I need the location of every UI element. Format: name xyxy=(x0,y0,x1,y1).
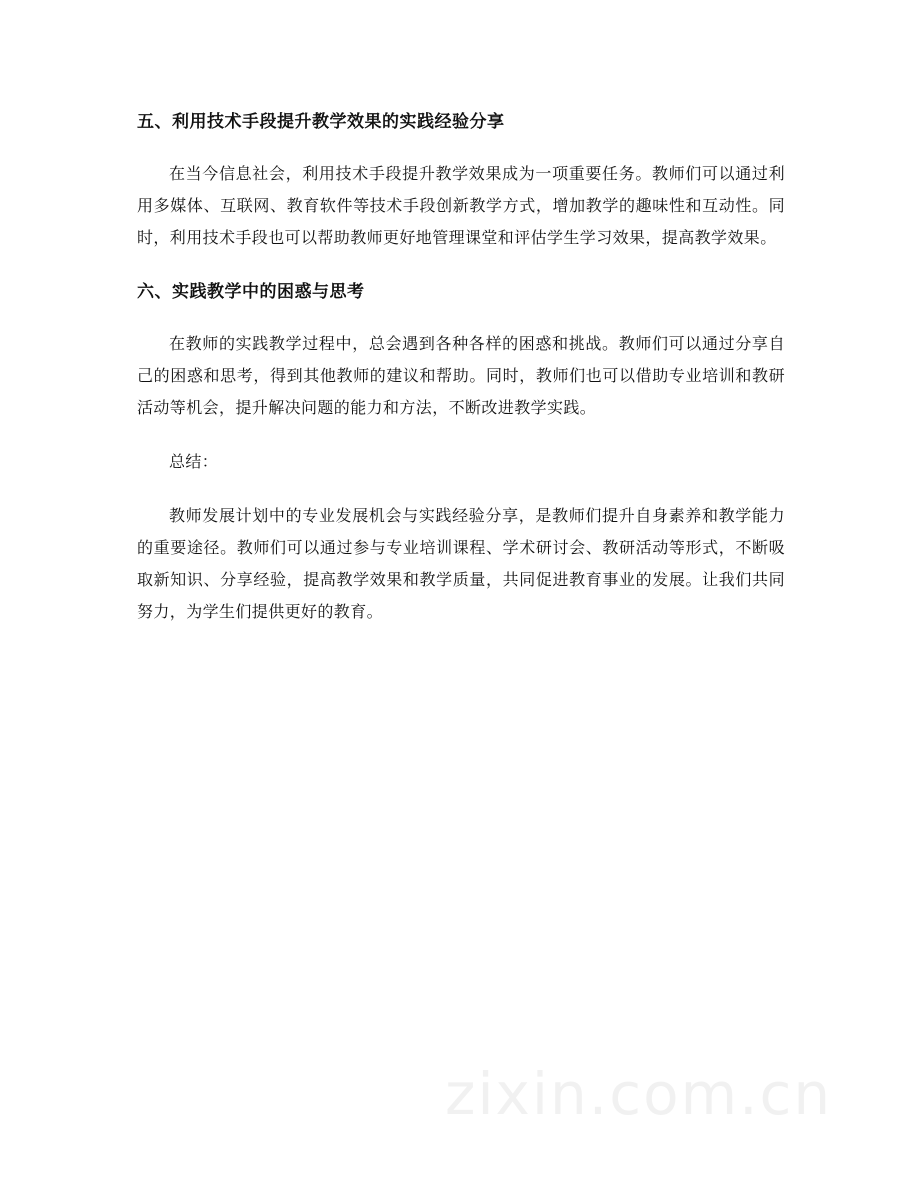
section-6-paragraph: 在教师的实践教学过程中，总会遇到各种各样的困惑和挑战。教师们可以通过分享自己的困惑和思考，得到其他教师的建议和帮助。同时，教师们也可以借助专业培训和教研活动等机会，提升解决问题的能力和方法，不断改进教学实践。 xyxy=(137,334,785,417)
summary-label: 总结： xyxy=(169,452,219,471)
document-body xyxy=(137,106,785,628)
watermark-text: zixin.com.cn xyxy=(445,1060,833,1128)
summary-paragraph: 教师发展计划中的专业发展机会与实践经验分享，是教师们提升自身素养和教学能力的重要途径。教师们可以通过参与专业培训课程、学术研讨会、教研活动等形式，不断吸取新知识、分享经验，提高教学效果和教学质量，共同促进教育事业的发展。让我们共同努力，为学生们提供更好的教育。 xyxy=(137,506,785,621)
section-heading-6: 六、实践教学中的困惑与思考 xyxy=(137,282,365,302)
section-heading-5: 五、利用技术手段提升教学效果的实践经验分享 xyxy=(137,112,505,132)
section-5-paragraph: 在当今信息社会，利用技术手段提升教学效果成为一项重要任务。教师们可以通过利用多媒体、互联网、教育软件等技术手段创新教学方式，增加教学的趣味性和互动性。同时，利用技术手段也可以帮助教师更好地管理课堂和评估学生学习效果，提高教学效果。 xyxy=(137,164,785,247)
